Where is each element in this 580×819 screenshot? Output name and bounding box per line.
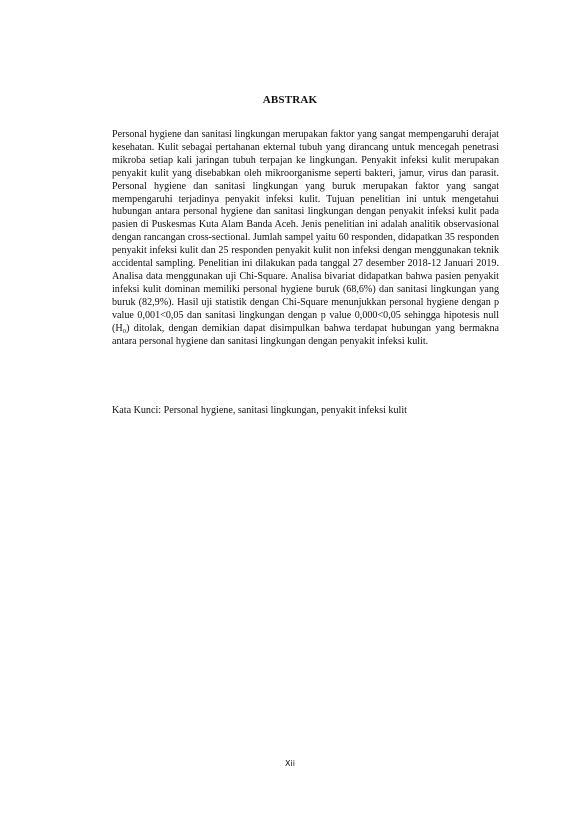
keywords-label: Kata Kunci: [112,405,162,416]
keywords-line [112,404,499,417]
keywords-text: Personal hygiene, sanitasi lingkungan, penyakit infeksi kulit [163,405,407,416]
abstract-paragraph: Personal hygiene dan sanitasi lingkungan merupakan faktor yang sangat mempengaruhi derajat kesehatan. Kulit sebagai pertahanan ekternal tubuh yang dirancang untuk mencegah penetrasi mikroba setiap kali jaringan tubuh terpajan ke lingkungan. Penyakit infeksi kulit merupakan penyakit kulit yang disebabkan oleh mikroorganisme seperti bakteri, jamur, virus dan parasit. Personal hygiene dan sanitasi lingkungan yang buruk merupakan faktor yang sangat mempengaruhi terjadinya penyakit infeksi kulit. Tujuan penelitian ini untuk mengetahui hubungan antara personal hygiene dan sanitasi lingkungan dengan penyakit infeksi kulit pada pasien di Puskesmas Kuta Alam Banda Aceh. Jenis penelitian ini adalah analitik observasional dengan rancangan cross-sectional. Jumlah sampel yaitu 60 responden, didapatkan 35 responden penyakit infeksi kulit dan 25 responden penyakit kulit non infeksi dengan menggunakan teknik accidental sampling. Penelitian ini dilakukan pada tanggal 27 desember 2018-12 Januari 2019. Analisa data menggunakan uji Chi-Square. Analisa bivariat didapatkan bahwa pasien penyakit infeksi kulit dominan memiliki personal hygiene buruk (68,6%) dan sanitasi lingkungan yang buruk (82,9%). Hasil uji statistik dengan Chi-Square menunjukkan personal hygiene dengan p value 0,001<0,05 dan sanitasi lingkungan dengan p value 0,000<0,05 sehingga hipotesis null (H₀) ditolak, dengan demikian dapat disimpulkan bahwa terdapat hubungan yang bermakna antara personal hygiene dan sanitasi lingkungan dengan penyakit infeksi kulit. [112,129,499,347]
page-number: Xii [285,759,295,768]
page-title: ABSTRAK [262,94,318,106]
